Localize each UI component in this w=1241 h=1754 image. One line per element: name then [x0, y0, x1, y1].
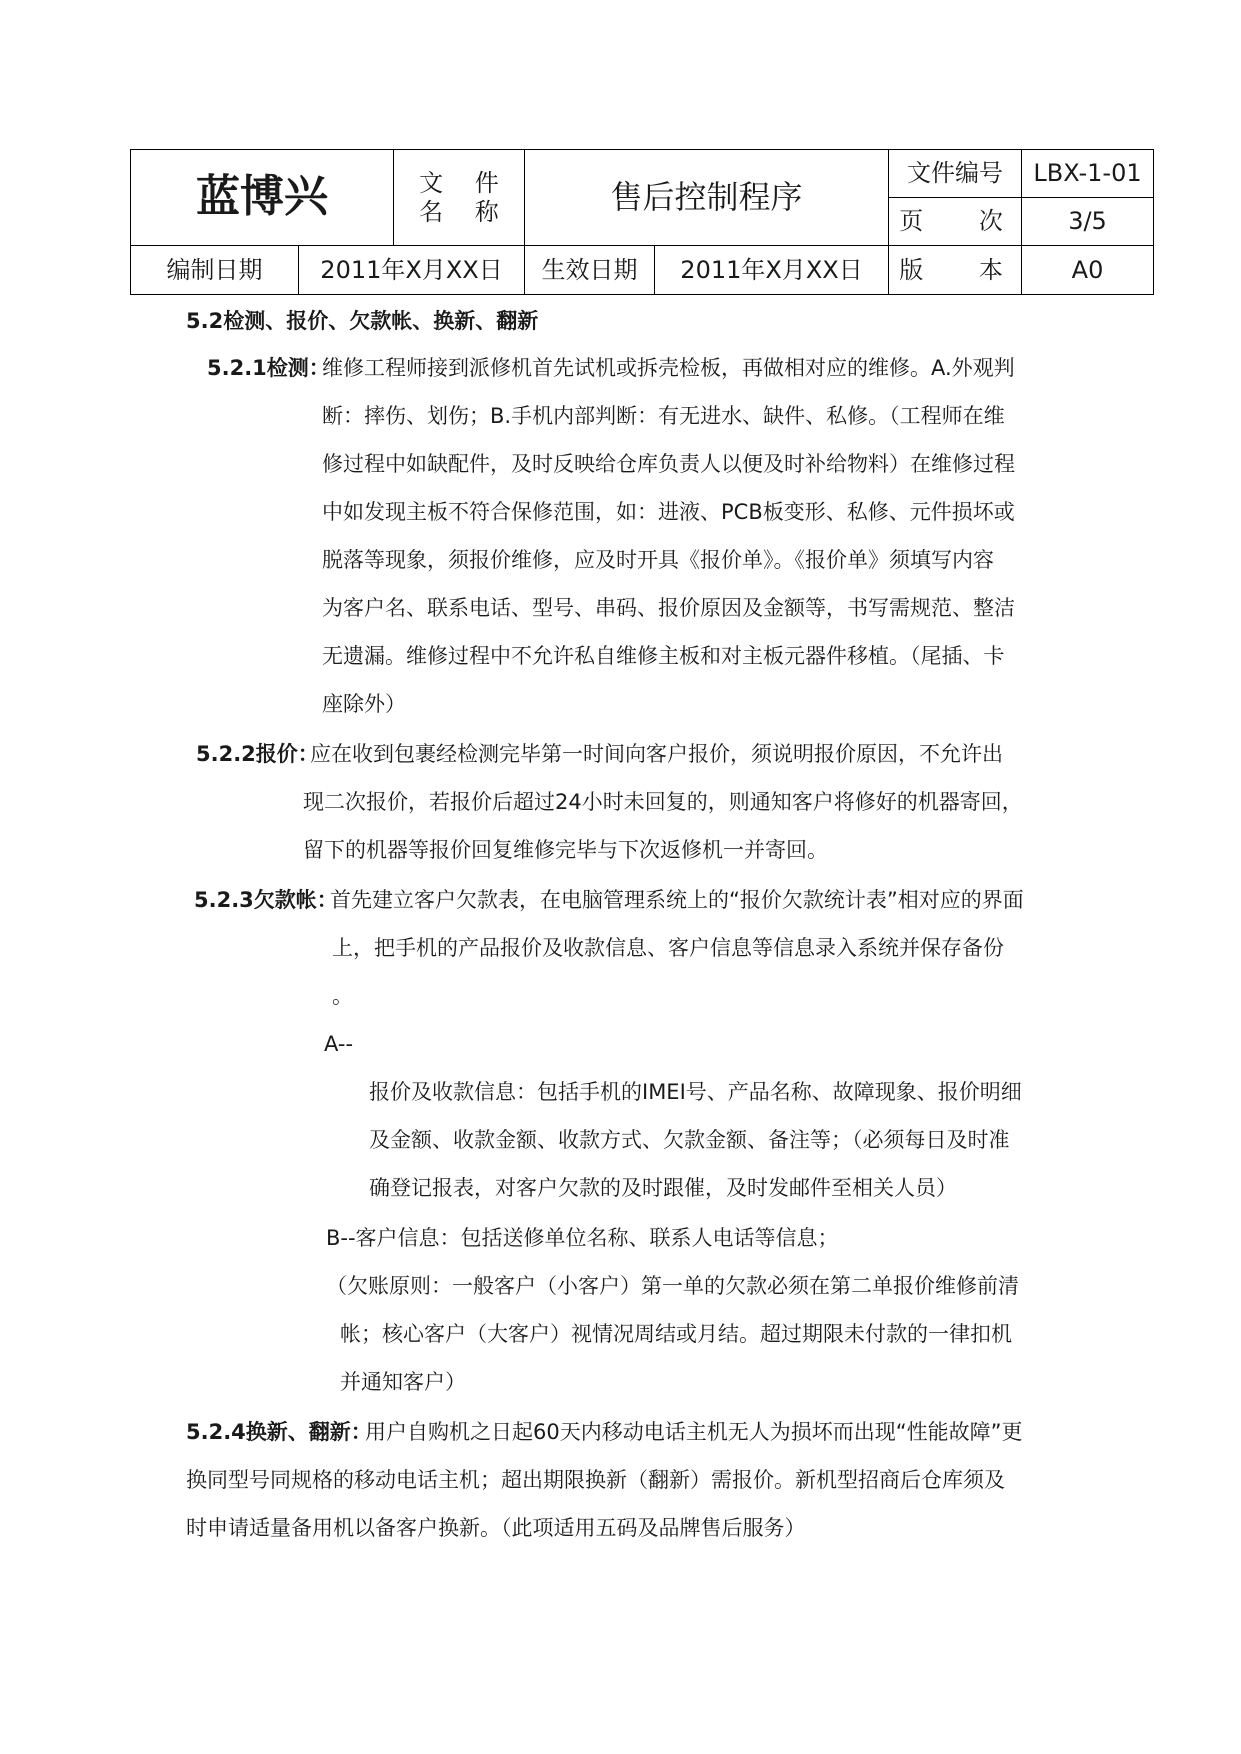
version: A0	[1022, 246, 1154, 295]
s524-line: 时申请适量备用机以备客户换新。（此项适用五码及品牌售后服务）	[186, 1516, 806, 1540]
page-label: 页 次	[889, 198, 1022, 246]
doc-title: 售后控制程序	[525, 150, 889, 246]
s523-line: 首先建立客户欠款表，在电脑管理系统上的“报价欠款统计表”相对应的界面	[330, 888, 1024, 912]
s522-line: 留下的机器等报价回复维修完毕与下次返修机一并寄回。	[303, 838, 828, 862]
s523-a-line: 确登记报表，对客户欠款的及时跟催，及时发邮件至相关人员）	[369, 1176, 957, 1200]
s524-line: 用户自购机之日起60天内移动电话主机无人为损坏而出现“性能故障”更	[365, 1420, 1023, 1444]
s521-line: 修过程中如缺配件，及时反映给仓库负责人以便及时补给物料）在维修过程	[322, 452, 1015, 476]
doc-no: LBX-1-01	[1022, 150, 1154, 198]
s523-a-label: A--	[324, 1032, 354, 1056]
s523-principle-line: 帐；核心客户（大客户）视情况周结或月结。超过期限未付款的一律扣机	[340, 1322, 1012, 1346]
company-name: 蓝博兴	[131, 150, 394, 246]
document-header-table	[130, 149, 1154, 295]
s522-line: 应在收到包裹经检测完毕第一时间向客户报价，须说明报价原因，不允许出	[310, 742, 1003, 766]
compile-date: 2011年X月XX日	[299, 246, 525, 295]
s523-a-line: 报价及收款信息：包括手机的IMEI号、产品名称、故障现象、报价明细	[369, 1080, 1022, 1104]
page-number: 3/5	[1022, 198, 1154, 246]
version-label: 版 本	[889, 246, 1022, 295]
s523-line: 上，把手机的产品报价及收款信息、客户信息等信息录入系统并保存备份	[332, 936, 1004, 960]
doc-no-label: 文件编号	[889, 150, 1022, 198]
doc-name-label-line1: 文 件	[419, 168, 511, 197]
s524-title: 5.2.4换新、翻新：	[186, 1420, 372, 1444]
s522-title: 5.2.2报价：	[196, 742, 319, 766]
s523-line: 。	[332, 984, 353, 1008]
doc-name-label-line2: 名 称	[419, 197, 511, 226]
s523-title: 5.2.3欠款帐：	[194, 888, 338, 912]
s521-line: 中如发现主板不符合保修范围，如：进液、PCB板变形、私修、元件损坏或	[322, 500, 1015, 524]
s521-line: 为客户名、联系电话、型号、串码、报价原因及金额等，书写需规范、整洁	[322, 596, 1015, 620]
s521-line: 脱落等现象，须报价维修，应及时开具《报价单》。《报价单》须填写内容	[322, 548, 994, 572]
effective-date-label: 生效日期	[525, 246, 655, 295]
s523-principle-line: （欠账原则：一般客户（小客户）第一单的欠款必须在第二单报价维修前清	[326, 1274, 1019, 1298]
s523-principle-line: 并通知客户）	[340, 1370, 466, 1394]
section-heading: 5.2检测、报价、欠款帐、换新、翻新	[186, 309, 539, 333]
s522-line: 现二次报价，若报价后超过24小时未回复的，则通知客户将修好的机器寄回，	[303, 790, 1023, 814]
compile-date-label: 编制日期	[131, 246, 299, 295]
s523-b-line: B--客户信息：包括送修单位名称、联系人电话等信息；	[326, 1226, 839, 1250]
s521-line: 维修工程师接到派修机首先试机或拆壳检板，再做相对应的维修。A.外观判	[322, 356, 1015, 380]
doc-name-label	[394, 150, 525, 246]
s521-line: 断：摔伤、划伤；B.手机内部判断：有无进水、缺件、私修。（工程师在维	[322, 404, 1005, 428]
s523-a-line: 及金额、收款金额、收款方式、欠款金额、备注等；（必须每日及时准	[369, 1128, 1010, 1152]
s521-line: 座除外）	[322, 692, 406, 716]
s521-title: 5.2.1检测：	[207, 356, 330, 380]
effective-date: 2011年X月XX日	[655, 246, 889, 295]
s524-line: 换同型号同规格的移动电话主机；超出期限换新（翻新）需报价。新机型招商后仓库须及	[186, 1468, 1005, 1492]
s521-line: 无遗漏。维修过程中不允许私自维修主板和对主板元器件移植。（尾插、卡	[322, 644, 1005, 668]
